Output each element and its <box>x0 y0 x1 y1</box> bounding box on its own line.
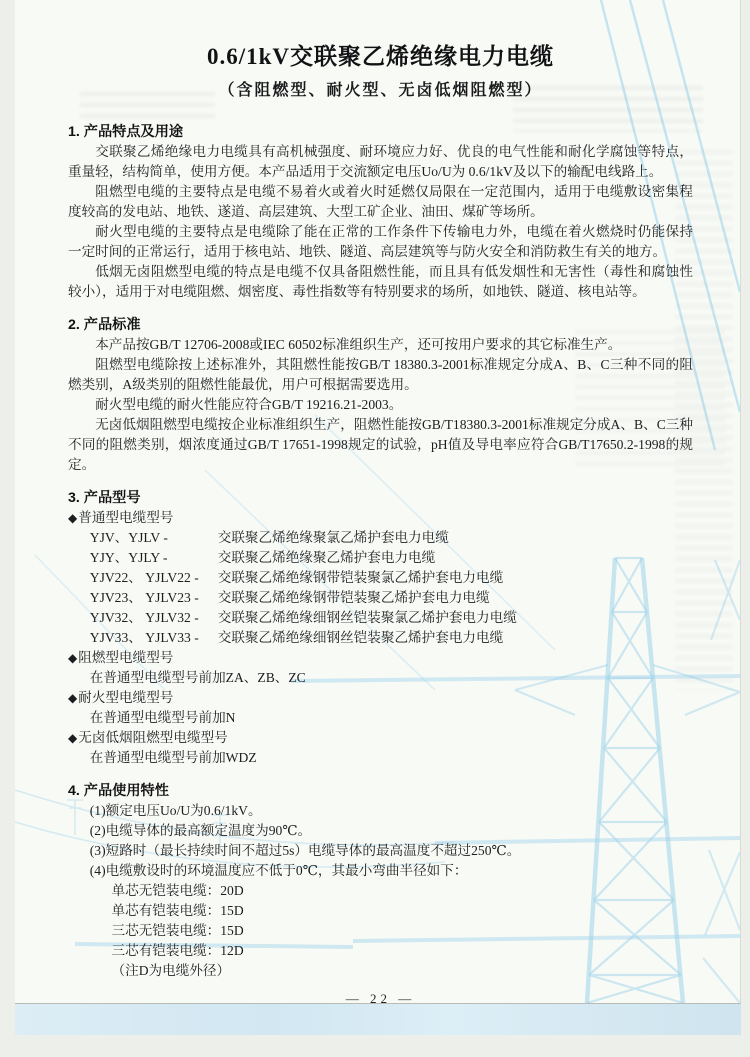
bend-radius-item: 三芯有铠装电缆：12D <box>111 943 244 958</box>
model-code: YJV、YJLV - <box>89 530 168 545</box>
section1-paragraph: 耐火型电缆的主要特点是电缆除了能在正常的工作条件下传输电力外，电缆在着火燃烧时仍能保持一定时间的正常运行，适用于核电站、地铁、隧道、高层建筑等与防火安全和消防救生有关的地方。 <box>68 224 693 259</box>
model-code: YJV22、 YJLV22 - <box>89 570 199 585</box>
usage-item: (2)电缆导体的最高额定温度为90℃。 <box>89 823 312 838</box>
subsection-label: 无卤低烟阻燃型电缆型号 <box>78 730 228 745</box>
scan-edge-strip <box>15 1004 741 1035</box>
model-description: 交联聚乙烯绝缘细钢丝铠装聚乙烯护套电力电缆 <box>217 630 504 645</box>
section1-paragraph: 交联聚乙烯绝缘电力电缆具有高机械强度、耐环境应力好、优良的电气性能和耐化学腐蚀等特点，重量轻，结构简单，使用方便。本产品适用于交流额定电压Uo/U为 0.6/1kV及以下的输配电线路上。 <box>68 144 693 179</box>
usage-item: (1)额定电压Uo/U为0.6/1kV。 <box>89 803 262 818</box>
model-code: YJV33、 YJLV33 - <box>89 630 199 645</box>
scanned-paper-sheet <box>15 0 741 1004</box>
section1-paragraph: 低烟无卤阻燃型电缆的特点是电缆不仅具备阻燃性能，而且具有低发烟性和无害性（毒性和腐蚀性较小），适用于对电缆阻燃、烟密度、毒性指数等有特别要求的场所，如地铁、隧道、核电站等。 <box>68 264 693 299</box>
diamond-bullet-icon: ◆ <box>68 511 78 525</box>
model-code: YJV32、 YJLV32 - <box>89 610 199 625</box>
diamond-bullet-icon: ◆ <box>68 691 78 705</box>
section1-heading: 1. 产品特点及用途 <box>68 124 184 140</box>
subsection-ordinary-types <box>68 508 693 528</box>
subsection-note: 在普通型电缆型号前加N <box>89 710 236 725</box>
diamond-bullet-icon: ◆ <box>68 731 78 745</box>
model-code: YJY、YJLY - <box>89 550 168 565</box>
page-title: 0.6/1kV交联聚乙烯绝缘电力电缆 <box>206 44 555 69</box>
section1-paragraph: 阻燃型电缆的主要特点是电缆不易着火或着火时延燃仅局限在一定范围内，适用于电缆敷设密集程度较高的发电站、地铁、遂道、高层建筑、大型工矿企业、油田、煤矿等场所。 <box>68 184 693 219</box>
model-row <box>68 568 693 588</box>
model-row <box>68 608 693 628</box>
model-row <box>68 628 693 648</box>
subsection-fire-resistant-types <box>68 688 693 708</box>
document-content <box>68 0 693 1004</box>
section3-heading: 3. 产品型号 <box>68 490 141 506</box>
section2-paragraph: 耐火型电缆的耐火性能应符合GB/T 19216.21-2003。 <box>95 397 403 412</box>
usage-item: (3)短路时（最长持续时间不超过5s）电缆导体的最高温度不超过250℃。 <box>89 843 521 858</box>
bend-radius-item: 三芯无铠装电缆：15D <box>111 923 244 938</box>
section2-paragraph: 本产品按GB/T 12706-2008或IEC 60502标准组织生产，还可按用户要求的其它标准生产。 <box>95 337 622 352</box>
subsection-label: 耐火型电缆型号 <box>78 690 174 705</box>
subsection-label: 普通型电缆型号 <box>78 510 174 525</box>
subsection-flame-retardant-types <box>68 648 693 668</box>
page-number: — 22 — <box>345 991 416 1004</box>
section2-heading: 2. 产品标准 <box>68 317 141 333</box>
model-description: 交联聚乙烯绝缘细钢丝铠装聚氯乙烯护套电力电缆 <box>217 610 517 625</box>
model-code: YJV23、 YJLV23 - <box>89 590 199 605</box>
bend-radius-item: 单芯无铠装电缆：20D <box>111 883 244 898</box>
section2-paragraph: 无卤低烟阻燃型电缆按企业标准组织生产，阻燃性能按GB/T18380.3-2001标准规定分成A、B、C三种不同的阻燃类别，烟浓度通过GB/T 17651-1998规定的试验，pH值及导电率应符合GB/T17650.2-1998的规定。 <box>68 417 693 472</box>
subsection-note: 在普通型电缆型号前加WDZ <box>89 750 257 765</box>
subsection-note: 在普通型电缆型号前加ZA、ZB、ZC <box>89 670 306 685</box>
bend-radius-item: 单芯有铠装电缆：15D <box>111 903 244 918</box>
page-subtitle: （含阻燃型、耐火型、无卤低烟阻燃型） <box>218 82 543 99</box>
model-row <box>68 548 693 568</box>
model-description: 交联聚乙烯绝缘聚氯乙烯护套电力电缆 <box>217 530 449 545</box>
model-description: 交联聚乙烯绝缘钢带铠装聚乙烯护套电力电缆 <box>217 590 490 605</box>
usage-item: (4)电缆敷设时的环境温度应不低于0℃，其最小弯曲半径如下： <box>89 863 468 878</box>
subsection-lszh-types <box>68 728 693 748</box>
model-description: 交联聚乙烯绝缘钢带铠装聚氯乙烯护套电力电缆 <box>217 570 504 585</box>
bend-radius-note: （注D为电缆外径） <box>111 963 231 978</box>
diamond-bullet-icon: ◆ <box>68 651 78 665</box>
model-description: 交联聚乙烯绝缘聚乙烯护套电力电缆 <box>217 550 436 565</box>
subsection-label: 阻燃型电缆型号 <box>78 650 174 665</box>
model-row <box>68 528 693 548</box>
section2-paragraph: 阻燃型电缆除按上述标准外，其阻燃性能按GB/T 18380.3-2001标准规定分成A、B、C三种不同的阻燃类别，A级类别的阻燃性能最优，用户可根据需要选用。 <box>68 357 693 392</box>
section4-heading: 4. 产品使用特性 <box>68 783 169 799</box>
model-row <box>68 588 693 608</box>
